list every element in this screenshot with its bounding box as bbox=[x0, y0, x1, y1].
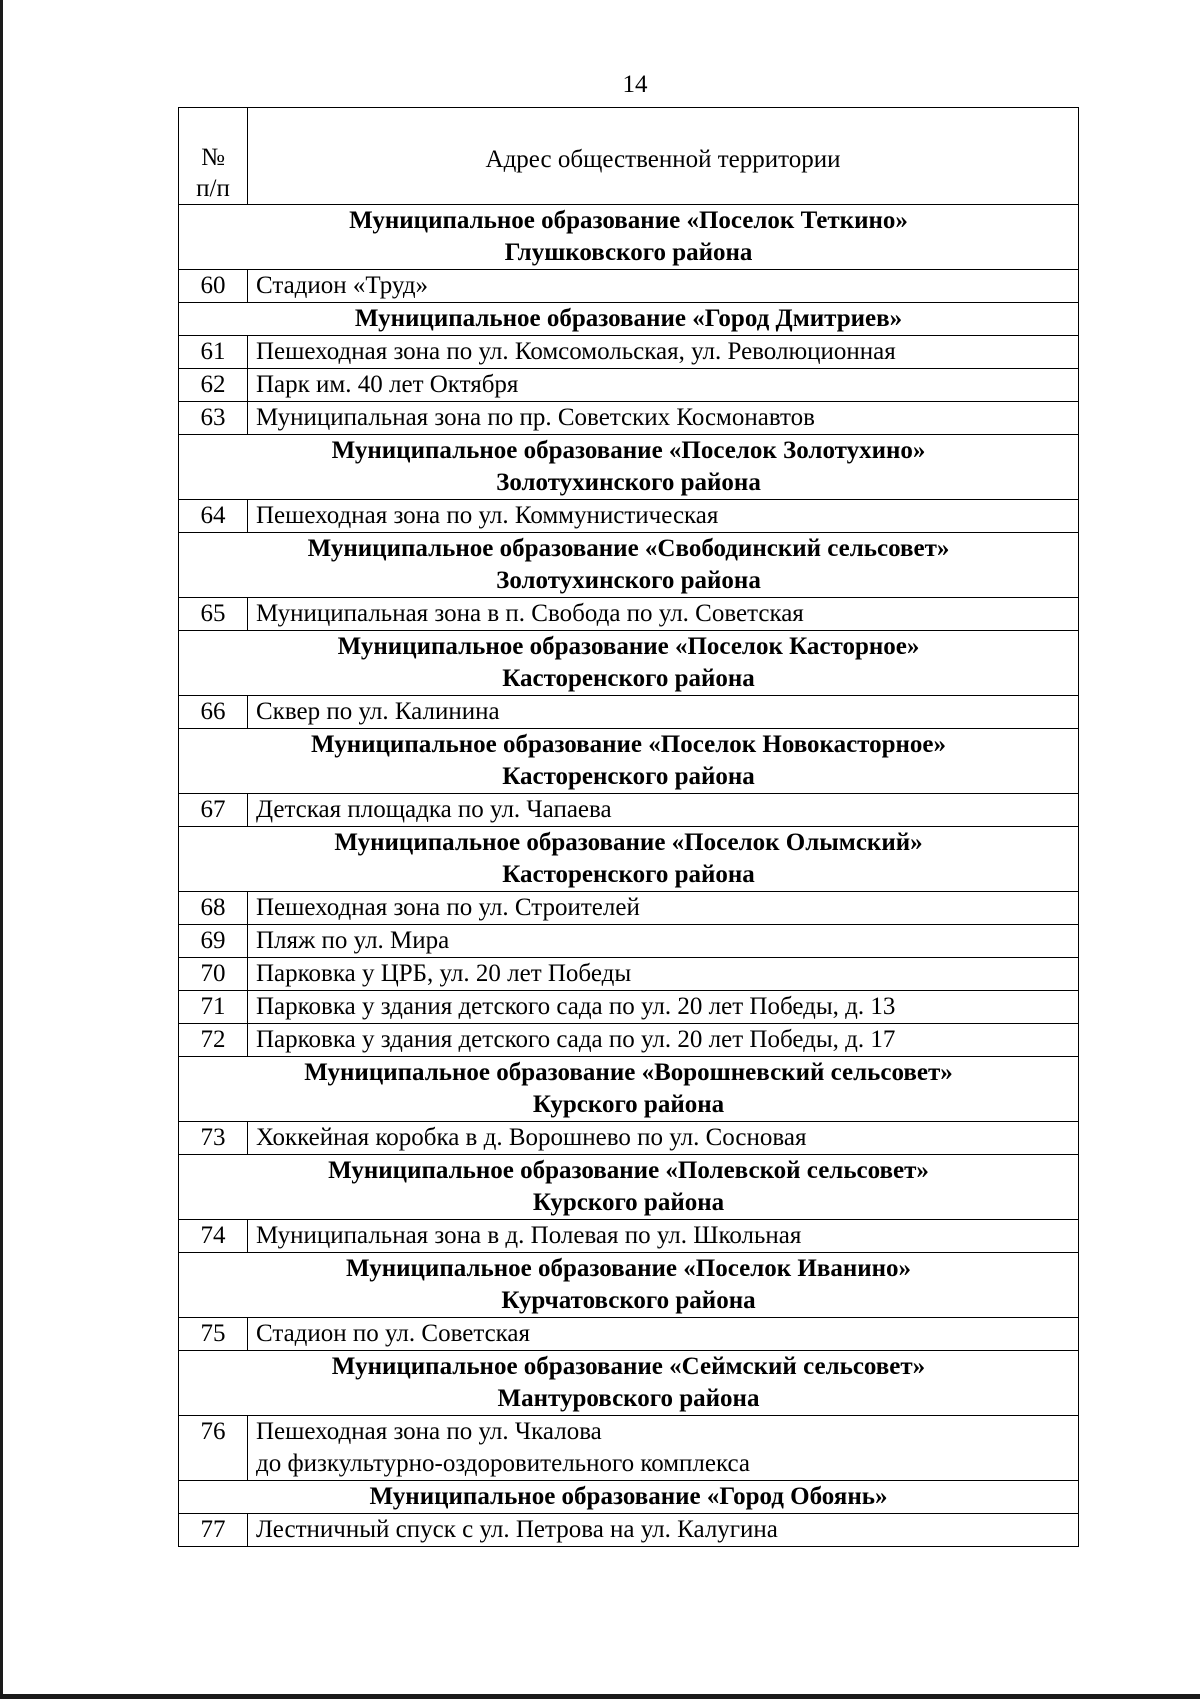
row-address bbox=[248, 925, 1079, 958]
group-header-row bbox=[179, 1253, 1079, 1318]
scan-edge-left bbox=[0, 0, 3, 1699]
address-line: Парковка у здания детского сада по ул. 20 лет Победы, д. 13 bbox=[256, 993, 896, 1020]
row-number: 68 bbox=[179, 892, 248, 925]
municipality-title-line: Касторенского района bbox=[502, 665, 755, 692]
address-line: Парковка у здания детского сада по ул. 20 лет Победы, д. 17 bbox=[256, 1026, 896, 1053]
row-number: 77 bbox=[179, 1514, 248, 1547]
municipality-title bbox=[179, 1481, 1079, 1514]
row-number: 67 bbox=[179, 794, 248, 827]
row-number: 69 bbox=[179, 925, 248, 958]
row-address bbox=[248, 1318, 1079, 1351]
table-row bbox=[179, 991, 1079, 1024]
address-line: Парковка у ЦРБ, ул. 20 лет Победы bbox=[256, 960, 632, 987]
municipality-title-line: Мантуровского района bbox=[497, 1385, 760, 1412]
municipality-title-line: Муниципальное образование «Ворошневский сельсовет» bbox=[304, 1059, 953, 1086]
table-row bbox=[179, 1514, 1079, 1547]
row-number: 76 bbox=[179, 1416, 248, 1481]
table-row bbox=[179, 1122, 1079, 1155]
row-number: 74 bbox=[179, 1220, 248, 1253]
table-header-row bbox=[179, 108, 1079, 205]
row-number: 63 bbox=[179, 402, 248, 435]
row-address bbox=[248, 958, 1079, 991]
municipality-title bbox=[179, 1057, 1079, 1122]
group-header-row bbox=[179, 435, 1079, 500]
municipality-title-line: Курского района bbox=[532, 1091, 725, 1118]
table-row bbox=[179, 892, 1079, 925]
municipality-title-line: Муниципальное образование «Сеймский сельсовет» bbox=[331, 1353, 926, 1380]
row-address bbox=[248, 369, 1079, 402]
municipality-title bbox=[179, 729, 1079, 794]
address-line: Хоккейная коробка в д. Ворошнево по ул. Сосновая bbox=[256, 1124, 807, 1151]
page-number: 14 bbox=[622, 71, 648, 98]
row-number: 64 bbox=[179, 500, 248, 533]
address-line: Стадион «Труд» bbox=[256, 272, 429, 299]
row-address bbox=[248, 1514, 1079, 1547]
municipality-title-line: Муниципальное образование «Город Дмитриев» bbox=[354, 305, 903, 332]
row-address bbox=[248, 892, 1079, 925]
row-address bbox=[248, 500, 1079, 533]
address-line: до физкультурно-оздоровительного комплекса bbox=[256, 1450, 751, 1477]
municipality-title-line: Курского района bbox=[532, 1189, 725, 1216]
row-number: 65 bbox=[179, 598, 248, 631]
address-line: Муниципальная зона в п. Свобода по ул. Советская bbox=[256, 600, 804, 627]
address-line: Детская площадка по ул. Чапаева bbox=[256, 796, 612, 823]
address-line: Пляж по ул. Мира bbox=[256, 927, 450, 954]
municipality-title-line: Муниципальное образование «Поселок Золотухино» bbox=[331, 437, 926, 464]
group-header-row bbox=[179, 533, 1079, 598]
table-row bbox=[179, 1220, 1079, 1253]
municipality-title-line: Муниципальное образование «Город Обоянь» bbox=[369, 1483, 888, 1510]
municipality-title-line: Касторенского района bbox=[502, 763, 755, 790]
table-row bbox=[179, 369, 1079, 402]
municipality-title bbox=[179, 827, 1079, 892]
row-address bbox=[248, 402, 1079, 435]
municipality-title-line: Курчатовского района bbox=[501, 1287, 756, 1314]
municipality-title bbox=[179, 435, 1079, 500]
table-row bbox=[179, 925, 1079, 958]
header-number bbox=[179, 108, 248, 205]
table-row bbox=[179, 1024, 1079, 1057]
table-row bbox=[179, 1318, 1079, 1351]
group-header-row bbox=[179, 205, 1079, 270]
territories-table bbox=[178, 107, 1079, 1547]
row-address bbox=[248, 794, 1079, 827]
municipality-title bbox=[179, 533, 1079, 598]
municipality-title-line: Муниципальное образование «Поселок Олымский» bbox=[334, 829, 923, 856]
group-header-row bbox=[179, 827, 1079, 892]
row-number: 66 bbox=[179, 696, 248, 729]
row-number: 71 bbox=[179, 991, 248, 1024]
table-row bbox=[179, 500, 1079, 533]
address-line: Пешеходная зона по ул. Коммунистическая bbox=[256, 502, 719, 529]
row-number: 60 bbox=[179, 270, 248, 303]
address-line: Парк им. 40 лет Октября bbox=[256, 371, 519, 398]
municipality-title-line: Муниципальное образование «Поселок Касторное» bbox=[337, 633, 920, 660]
municipality-title bbox=[179, 205, 1079, 270]
row-address bbox=[248, 991, 1079, 1024]
municipality-title bbox=[179, 631, 1079, 696]
table-row bbox=[179, 270, 1079, 303]
table-row bbox=[179, 336, 1079, 369]
table-body bbox=[179, 205, 1079, 1547]
address-line: Пешеходная зона по ул. Строителей bbox=[256, 894, 640, 921]
municipality-title bbox=[179, 1155, 1079, 1220]
table-row bbox=[179, 696, 1079, 729]
municipality-title-line: Золотухинского района bbox=[496, 469, 761, 496]
table-row bbox=[179, 1416, 1079, 1481]
row-number: 75 bbox=[179, 1318, 248, 1351]
group-header-row bbox=[179, 729, 1079, 794]
address-line: Пешеходная зона по ул. Комсомольская, ул. Революционная bbox=[256, 338, 896, 365]
row-number: 72 bbox=[179, 1024, 248, 1057]
header-number-abbr: п/п bbox=[196, 175, 230, 202]
municipality-title-line: Муниципальное образование «Поселок Теткино» bbox=[349, 207, 908, 234]
group-header-row bbox=[179, 1057, 1079, 1122]
table-row bbox=[179, 402, 1079, 435]
row-number: 70 bbox=[179, 958, 248, 991]
row-address bbox=[248, 270, 1079, 303]
row-address bbox=[248, 336, 1079, 369]
municipality-title bbox=[179, 1253, 1079, 1318]
address-line: Пешеходная зона по ул. Чкалова bbox=[256, 1418, 602, 1445]
row-address bbox=[248, 696, 1079, 729]
address-line: Сквер по ул. Калинина bbox=[256, 698, 500, 725]
municipality-title-line: Золотухинского района bbox=[496, 567, 761, 594]
row-address bbox=[248, 1024, 1079, 1057]
municipality-title bbox=[179, 1351, 1079, 1416]
header-number-symbol: № bbox=[201, 144, 225, 171]
scan-edge-bottom bbox=[0, 1694, 1200, 1699]
municipality-title-line: Муниципальное образование «Поселок Иванино» bbox=[345, 1255, 912, 1282]
address-line: Муниципальная зона по пр. Советских Космонавтов bbox=[256, 404, 815, 431]
municipality-title-line: Глушковского района bbox=[504, 239, 753, 266]
table-row bbox=[179, 958, 1079, 991]
header-address: Адрес общественной территории bbox=[248, 108, 1079, 205]
group-header-row bbox=[179, 631, 1079, 696]
row-number: 62 bbox=[179, 369, 248, 402]
row-address bbox=[248, 1220, 1079, 1253]
table-row bbox=[179, 794, 1079, 827]
row-address bbox=[248, 1416, 1079, 1481]
row-number: 73 bbox=[179, 1122, 248, 1155]
group-header-row bbox=[179, 303, 1079, 336]
municipality-title-line: Касторенского района bbox=[502, 861, 755, 888]
municipality-title-line: Муниципальное образование «Свободинский сельсовет» bbox=[307, 535, 950, 562]
row-address bbox=[248, 598, 1079, 631]
row-address bbox=[248, 1122, 1079, 1155]
row-number: 61 bbox=[179, 336, 248, 369]
table-row bbox=[179, 598, 1079, 631]
group-header-row bbox=[179, 1351, 1079, 1416]
group-header-row bbox=[179, 1155, 1079, 1220]
municipality-title-line: Муниципальное образование «Полевской сельсовет» bbox=[328, 1157, 929, 1184]
address-line: Муниципальная зона в д. Полевая по ул. Школьная bbox=[256, 1222, 802, 1249]
address-line: Лестничный спуск с ул. Петрова на ул. Калугина bbox=[256, 1516, 778, 1543]
group-header-row bbox=[179, 1481, 1079, 1514]
address-line: Стадион по ул. Советская bbox=[256, 1320, 531, 1347]
municipality-title bbox=[179, 303, 1079, 336]
municipality-title-line: Муниципальное образование «Поселок Новокасторное» bbox=[310, 731, 947, 758]
